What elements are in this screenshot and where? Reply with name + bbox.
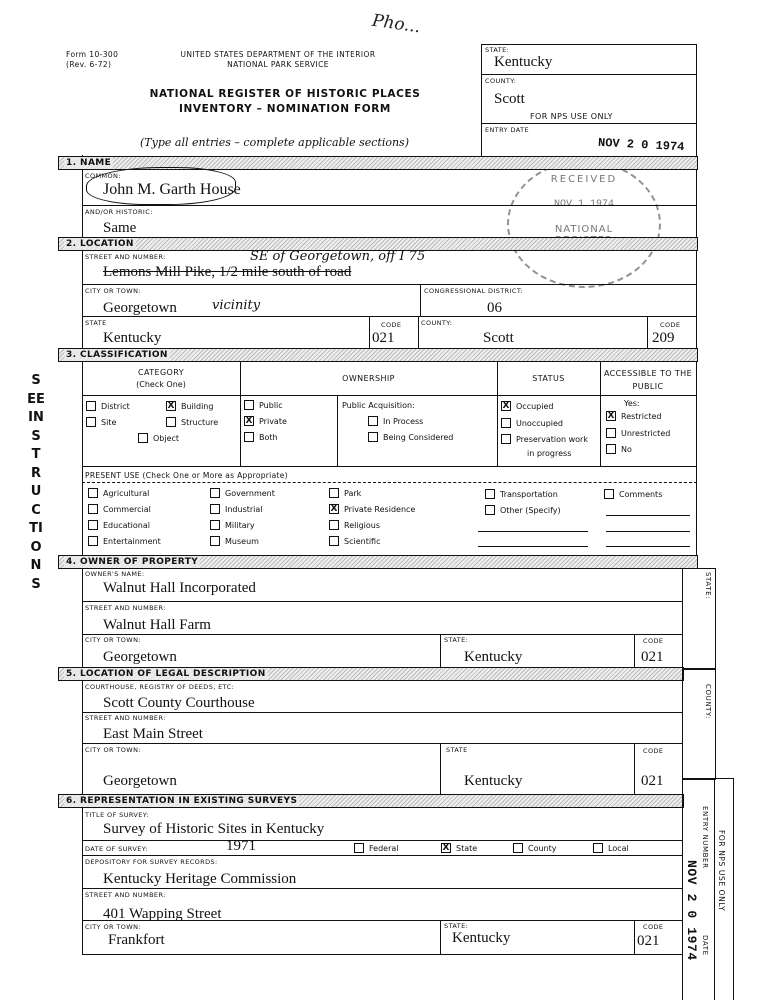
city-label: CITY OR TOWN:: [85, 287, 141, 295]
survey-federal-checkbox[interactable]: [354, 843, 399, 853]
checkbox-label: State: [456, 843, 478, 853]
depository-code-value: 021: [637, 933, 660, 949]
checkbox-label: County: [528, 843, 557, 853]
category-structure-checkbox[interactable]: [166, 417, 218, 427]
depository-code-label: CODE: [643, 923, 664, 931]
use-agricultural-checkbox[interactable]: [88, 488, 149, 498]
courthouse-value: Scott County Courthouse: [103, 695, 255, 711]
depository-street-value: 401 Wapping Street: [103, 906, 222, 922]
state-code-value: 021: [372, 330, 395, 346]
section2-heading: 2. LOCATION: [66, 239, 134, 249]
street-value: Lemons Mill Pike, 1/2 mile south of road: [103, 264, 352, 280]
checkbox-mark: [513, 843, 523, 853]
category-district-checkbox[interactable]: [86, 401, 130, 411]
state-label: STATE: [85, 319, 107, 327]
survey-date-label: DATE OF SURVEY:: [85, 845, 148, 853]
checkbox-mark: [88, 520, 98, 530]
checkbox-label: In Process: [383, 416, 424, 426]
form-title-line2: INVENTORY – NOMINATION FORM: [179, 103, 391, 115]
status-preservation-checkbox[interactable]: [501, 434, 588, 444]
access-no-checkbox[interactable]: [606, 444, 632, 454]
owner-state-value: Kentucky: [464, 649, 523, 665]
section6-header: [58, 794, 684, 808]
public-acq-being-considered-checkbox[interactable]: [368, 432, 453, 442]
owner-city-value: Georgetown: [103, 649, 177, 665]
category-building-checkbox[interactable]: [166, 401, 213, 411]
corner-nps-only: FOR NPS USE ONLY: [530, 112, 613, 121]
state-code-label: CODE: [381, 321, 402, 329]
checkbox-label: Unrestricted: [621, 428, 671, 438]
checkbox-mark: [86, 417, 96, 427]
legal-city-value: Georgetown: [103, 773, 177, 789]
legal-street-label: STREET AND NUMBER:: [85, 714, 166, 722]
use-other-checkbox[interactable]: [485, 505, 561, 515]
status-occupied-checkbox[interactable]: [501, 401, 553, 411]
survey-date-value: 1971: [226, 838, 256, 854]
state-value: Kentucky: [103, 330, 162, 346]
checkbox-mark: [88, 504, 98, 514]
survey-state-checkbox[interactable]: [441, 843, 477, 853]
checkbox-mark: [210, 520, 220, 530]
stamp-line1: RECEIVED: [550, 174, 618, 185]
corner-state-label: STATE:: [485, 46, 510, 54]
legal-state-value: Kentucky: [464, 773, 523, 789]
side-entry-label: ENTRY NUMBER: [701, 806, 709, 869]
checkbox-mark: [210, 488, 220, 498]
checkbox-label: Entertainment: [103, 536, 161, 546]
checkbox-mark: [86, 401, 96, 411]
owner-name-value: Walnut Hall Incorporated: [103, 580, 256, 596]
checkbox-mark: X: [607, 411, 615, 421]
checkbox-mark: [485, 489, 495, 499]
checkbox-mark: [138, 433, 148, 443]
status-in-progress-text: in progress: [527, 449, 572, 458]
checkbox-label: Occupied: [516, 401, 554, 411]
checkbox-mark: X: [330, 504, 338, 514]
checkbox-mark: [210, 504, 220, 514]
category-label: CATEGORY: [137, 368, 184, 377]
checkbox-mark: [501, 434, 511, 444]
checkbox-mark: [329, 488, 339, 498]
survey-county-checkbox[interactable]: [513, 843, 557, 853]
checkbox-label: Other (Specify): [500, 505, 561, 515]
section3-heading: 3. CLASSIFICATION: [66, 350, 168, 360]
courthouse-label: COURTHOUSE, REGISTRY OF DEEDS, ETC:: [85, 683, 235, 691]
status-label: STATUS: [532, 374, 565, 383]
access-unrestricted-checkbox[interactable]: [606, 428, 670, 438]
section4-heading: 4. OWNER OF PROPERTY: [66, 557, 199, 567]
side-date-label: DATE: [701, 935, 709, 956]
corner-entry-date-label: ENTRY DATE: [485, 126, 529, 134]
congress-label: CONGRESSIONAL DISTRICT:: [424, 287, 524, 295]
use-transportation-checkbox[interactable]: [485, 489, 558, 499]
county-code-label: CODE: [660, 321, 681, 329]
handwritten-circle: [86, 167, 236, 205]
form-id: Form 10-300: [66, 50, 119, 59]
checkbox-mark: [329, 536, 339, 546]
use-educational-checkbox[interactable]: [88, 520, 150, 530]
checkbox-label: Building: [181, 401, 214, 411]
use-military-checkbox[interactable]: [210, 520, 255, 530]
checkbox-label: Comments: [619, 489, 663, 499]
checkbox-mark: [606, 444, 616, 454]
checkbox-mark: [368, 432, 378, 442]
city-value: Georgetown: [103, 300, 177, 316]
checkbox-label: Site: [101, 417, 117, 427]
checkbox-label: Park: [344, 488, 362, 498]
congress-value: 06: [487, 300, 502, 316]
corner-state-value: Kentucky: [494, 54, 553, 70]
checkbox-mark: [329, 520, 339, 530]
ownership-both-checkbox[interactable]: [244, 432, 278, 442]
category-sub: (Check One): [136, 380, 186, 389]
use-commercial-checkbox[interactable]: [88, 504, 151, 514]
checkbox-mark: X: [167, 401, 175, 411]
use-museum-checkbox[interactable]: [210, 536, 259, 546]
corner-county-label: COUNTY:: [485, 77, 517, 85]
use-comments-checkbox[interactable]: [604, 489, 662, 499]
checkbox-label: Commercial: [103, 504, 151, 514]
checkbox-label: Object: [153, 433, 180, 443]
dept-line1: UNITED STATES DEPARTMENT OF THE INTERIOR: [180, 50, 376, 59]
handwritten-top-note: Pho...: [370, 10, 422, 38]
depository-state-label: STATE:: [444, 922, 469, 930]
side-date-stamp: NOV 2 0 1974: [684, 860, 699, 961]
city-handwritten: vicinity: [212, 298, 261, 313]
use-government-checkbox[interactable]: [210, 488, 275, 498]
depository-city-label: CITY OR TOWN:: [85, 923, 141, 931]
survey-local-checkbox[interactable]: [593, 843, 629, 853]
checkbox-label: Religious: [344, 520, 380, 530]
stamp-line2: NOV 1 1974: [553, 199, 614, 210]
street-label: STREET AND NUMBER:: [85, 253, 166, 261]
use-entertainment-checkbox[interactable]: [88, 536, 161, 546]
checkbox-label: Educational: [103, 520, 150, 530]
depository-value: Kentucky Heritage Commission: [103, 871, 297, 887]
legal-code-label: CODE: [643, 747, 664, 755]
use-private-residence-checkbox[interactable]: [329, 504, 415, 514]
use-scientific-checkbox[interactable]: [329, 536, 381, 546]
present-use-label: PRESENT USE (Check One or More as Appropriate): [85, 471, 288, 480]
section5-header: [58, 667, 684, 681]
use-industrial-checkbox[interactable]: [210, 504, 263, 514]
use-park-checkbox[interactable]: [329, 488, 361, 498]
checkbox-label: Government: [225, 488, 275, 498]
checkbox-label: Industrial: [225, 504, 263, 514]
checkbox-mark: [244, 400, 254, 410]
checkbox-mark: [593, 843, 603, 853]
depository-street-label: STREET AND NUMBER:: [85, 891, 166, 899]
checkbox-mark: [354, 843, 364, 853]
stamp-line3: NATIONAL: [554, 224, 614, 235]
public-acquisition-label: Public Acquisition:: [342, 401, 415, 410]
common-label: COMMON:: [85, 172, 121, 180]
owner-code-value: 021: [641, 649, 664, 665]
section6-heading: 6. REPRESENTATION IN EXISTING SURVEYS: [66, 796, 298, 806]
legal-city-label: CITY OR TOWN:: [85, 746, 141, 754]
historic-name-value: Same: [103, 220, 137, 236]
legal-state-label: STATE: [446, 746, 468, 754]
checkbox-label: Both: [259, 432, 278, 442]
ownership-public-checkbox[interactable]: [244, 400, 283, 410]
checkbox-label: Museum: [225, 536, 259, 546]
checkbox-label: Federal: [369, 843, 399, 853]
owner-city-label: CITY OR TOWN:: [85, 636, 141, 644]
entry-date-stamp: NOV 2 0 1974: [597, 135, 685, 155]
form-rev: (Rev. 6-72): [66, 60, 112, 69]
checkbox-mark: X: [442, 843, 450, 853]
access-label: ACCESSIBLE TO THE PUBLIC: [603, 369, 693, 391]
checkbox-label: No: [621, 444, 632, 454]
side-state-label: STATE:: [704, 572, 712, 600]
section5-heading: 5. LOCATION OF LEGAL DESCRIPTION: [66, 669, 266, 679]
county-code-value: 209: [652, 330, 675, 346]
checkbox-label: Transportation: [500, 489, 558, 499]
use-religious-checkbox[interactable]: [329, 520, 380, 530]
status-unoccupied-checkbox[interactable]: [501, 418, 563, 428]
checkbox-mark: [88, 536, 98, 546]
owner-state-label: STATE:: [444, 636, 469, 644]
checkbox-label: District: [101, 401, 130, 411]
checkbox-label: Public: [259, 400, 283, 410]
access-yes-label: Yes:: [624, 399, 640, 408]
checkbox-mark: [244, 432, 254, 442]
owner-street-label: STREET AND NUMBER:: [85, 604, 166, 612]
section4-header: [58, 555, 698, 569]
section3-header: [58, 348, 698, 362]
depository-state-value: Kentucky: [452, 930, 511, 946]
common-name-value: John M. Garth House: [103, 181, 241, 198]
access-restricted-checkbox[interactable]: [606, 411, 661, 421]
public-acq-in-process-checkbox[interactable]: [368, 416, 423, 426]
county-value: Scott: [483, 330, 514, 346]
received-stamp: [507, 160, 661, 288]
depository-city-value: Frankfort: [108, 932, 165, 948]
dept-line2: NATIONAL PARK SERVICE: [227, 60, 329, 69]
owner-code-label: CODE: [643, 637, 664, 645]
checkbox-mark: [368, 416, 378, 426]
checkbox-mark: [210, 536, 220, 546]
category-site-checkbox[interactable]: [86, 417, 116, 427]
checkbox-label: Military: [225, 520, 255, 530]
side-nps-label: FOR NPS USE ONLY: [717, 830, 726, 912]
checkbox-label: Preservation work: [516, 434, 588, 444]
survey-title-value: Survey of Historic Sites in Kentucky: [103, 821, 325, 837]
checkbox-label: Scientific: [344, 536, 381, 546]
see-instructions-vertical: SEE INSTRUCTIONS: [27, 373, 45, 592]
owner-name-label: OWNER'S NAME:: [85, 570, 145, 578]
legal-code-value: 021: [641, 773, 664, 789]
form-title-line1: NATIONAL REGISTER OF HISTORIC PLACES: [149, 88, 421, 100]
checkbox-label: Local: [608, 843, 629, 853]
checkbox-mark: [606, 428, 616, 438]
checkbox-label: Unoccupied: [516, 418, 563, 428]
ownership-private-checkbox[interactable]: [244, 416, 287, 426]
county-label: COUNTY:: [421, 319, 453, 327]
category-object-checkbox[interactable]: [138, 433, 179, 443]
survey-title-label: TITLE OF SURVEY:: [85, 811, 149, 819]
checkbox-mark: [88, 488, 98, 498]
checkbox-mark: X: [502, 401, 510, 411]
checkbox-label: Agricultural: [103, 488, 150, 498]
ownership-label: OWNERSHIP: [342, 374, 395, 383]
side-county-label: COUNTY:: [704, 684, 712, 719]
checkbox-mark: [604, 489, 614, 499]
checkbox-label: Structure: [181, 417, 219, 427]
section1-heading: 1. NAME: [66, 158, 112, 168]
checkbox-mark: [485, 505, 495, 515]
type-instruction: (Type all entries – complete applicable sections): [140, 136, 409, 149]
checkbox-mark: X: [245, 416, 253, 426]
checkbox-label: Being Considered: [383, 432, 454, 442]
historic-label: AND/OR HISTORIC:: [85, 208, 153, 216]
street-handwritten: SE of Georgetown, off I 75: [250, 249, 426, 264]
checkbox-mark: [501, 418, 511, 428]
corner-county-value: Scott: [494, 91, 525, 107]
checkbox-label: Restricted: [621, 411, 662, 421]
legal-street-value: East Main Street: [103, 726, 203, 742]
checkbox-mark: [166, 417, 176, 427]
checkbox-label: Private Residence: [344, 504, 416, 514]
checkbox-label: Private: [259, 416, 287, 426]
owner-street-value: Walnut Hall Farm: [103, 617, 211, 633]
depository-label: DEPOSITORY FOR SURVEY RECORDS:: [85, 858, 218, 866]
